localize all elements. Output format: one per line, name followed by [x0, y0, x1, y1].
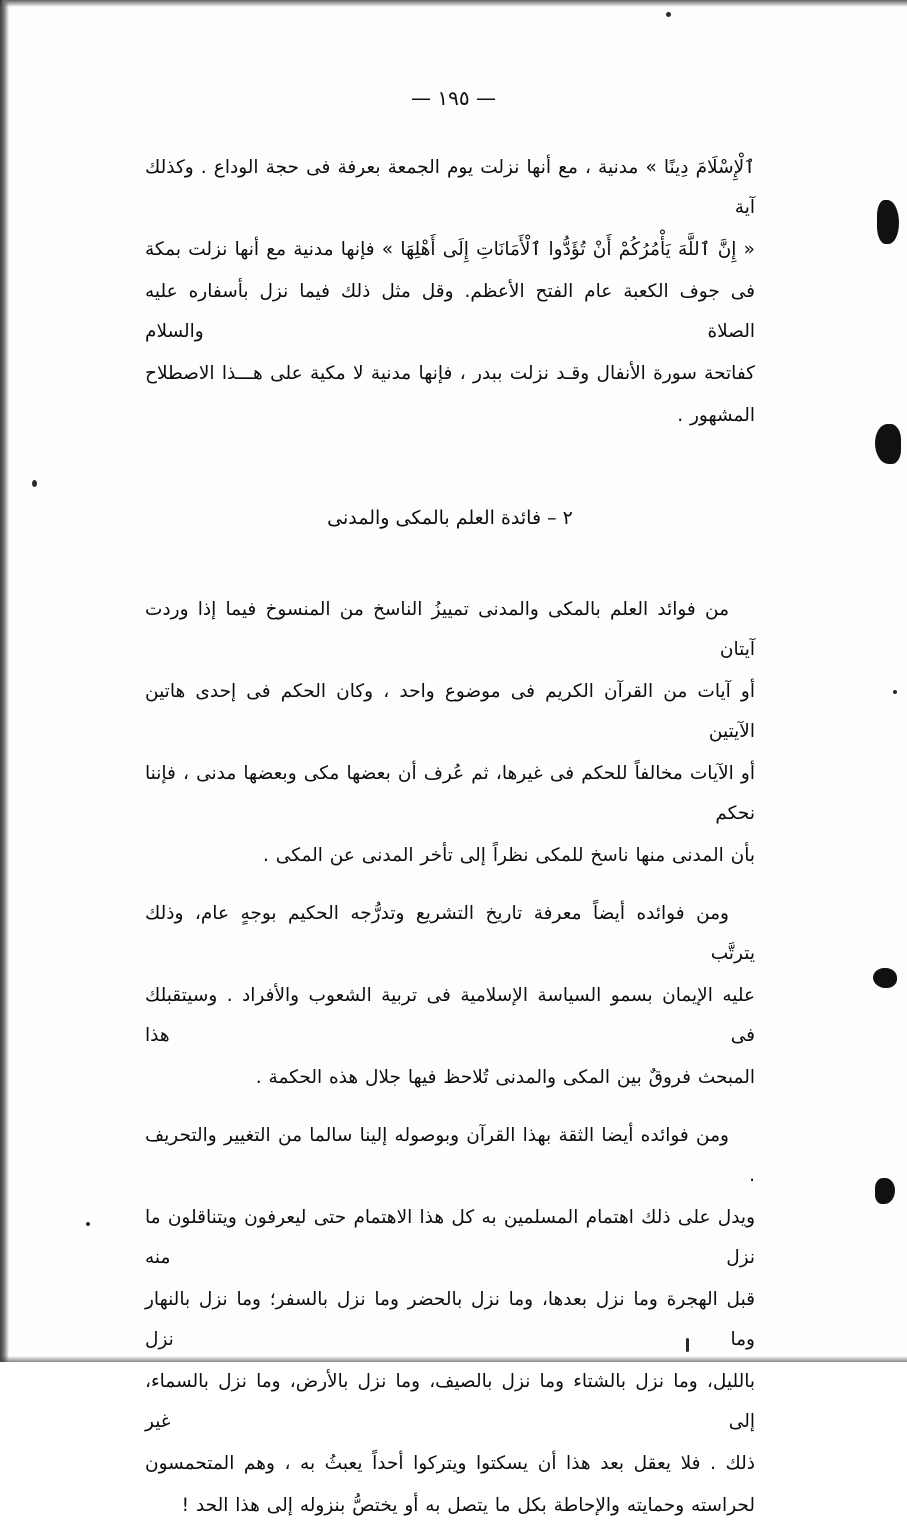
- text-column: [145, 148, 755, 1528]
- text-line: كفاتحة سورة الأنفال وقـد نزلت ببدر ، فإنها مدنية لا مكية على هـــذا الاصطلاح: [145, 363, 755, 384]
- spacer: [145, 536, 755, 590]
- text-line: ومن فوائده أيضا الثقة بهذا القرآن وبوصوله إلينا سالما من التغيير والتحريف .: [145, 1125, 755, 1186]
- text-line: بأن المدنى منها ناسخ للمكى نظراً إلى تأخر المدنى عن المكى .: [263, 845, 755, 866]
- page-number: — ١٩٥ —: [411, 86, 496, 110]
- paragraph-continuation: [145, 148, 755, 436]
- text-line: فى جوف الكعبة عام الفتح الأعظم. وقل مثل ذلك فيما نزل بأسفاره عليه الصلاة والسلام: [145, 281, 755, 342]
- text-line: عليه الإيمان بسمو السياسة الإسلامية فى تربية الشعوب والأفراد . وسيتقبلك فى هذا: [145, 985, 755, 1046]
- text-line: المبحث فروقٌ بين المكى والمدنى تُلاحظ فيها جلال هذه الحكمة .: [255, 1067, 755, 1088]
- text-line: ومن فوائده أيضاً معرفة تاريخ التشريع وتدرُّجه الحكيم بوجهٍ عام، وذلك يترتَّب: [145, 903, 755, 964]
- paragraph-2: [145, 590, 755, 876]
- text-line: من فوائد العلم بالمكى والمدنى تمييزُ الناسخ من المنسوخ فيما إذا وردت آيتان: [145, 599, 755, 660]
- text-line: قبل الهجرة وما نزل بعدها، وما نزل بالحضر وما نزل بالسفر؛ وما نزل بالنهار وما نزل: [145, 1289, 755, 1350]
- text-line: المشهور .: [677, 405, 755, 426]
- text-line: أو آيات من القرآن الكريم فى موضوع واحد ، وكان الحكم فى إحدى هاتين الآيتين: [145, 681, 755, 742]
- spacer: [145, 438, 755, 500]
- text-line: ويدل على ذلك اهتمام المسلمين به كل هذا الاهتمام حتى ليعرفون ويتناقلون ما نزل منه: [145, 1207, 755, 1268]
- text-line: لحراسته وحمايته والإحاطة بكل ما يتصل به أو يختصُّ بنزوله إلى هذا الحد !: [181, 1495, 755, 1516]
- paragraph-3: [145, 894, 755, 1098]
- paragraph-4: [145, 1116, 755, 1526]
- text-line: أو الآيات مخالفاً للحكم فى غيرها، ثم عُرف أن بعضها مكى وبعضها مدنى ، فإننا نحكم: [145, 763, 755, 824]
- spacer: [145, 878, 755, 894]
- spacer: [145, 1100, 755, 1116]
- text-line: « إِنَّ ٱللَّهَ يَأْمُرُكُمْ أَنْ تُؤَدُّوا ٱلْأَمَانَاتِ إِلَى أَهْلِهَا » فإنها مدنية مع أنها نزلت بمكة: [145, 239, 755, 260]
- text-line: ذلك . فلا يعقل بعد هذا أن يسكتوا ويتركوا أحداً يعبثُ به ، وهم المتحمسون: [145, 1453, 755, 1474]
- text-line: بالليل، وما نزل بالشتاء وما نزل بالصيف، وما نزل بالأرض، وما نزل بالسماء، إلى غير: [145, 1371, 755, 1432]
- section-heading: ٢ – فائدة العلم بالمكى والمدنى: [327, 507, 573, 529]
- text-line: ٱلْإِسْلَامَ دِينًا » مدنية ، مع أنها نزلت يوم الجمعة بعرفة فى حجة الوداع . وكذلك آية: [145, 157, 755, 218]
